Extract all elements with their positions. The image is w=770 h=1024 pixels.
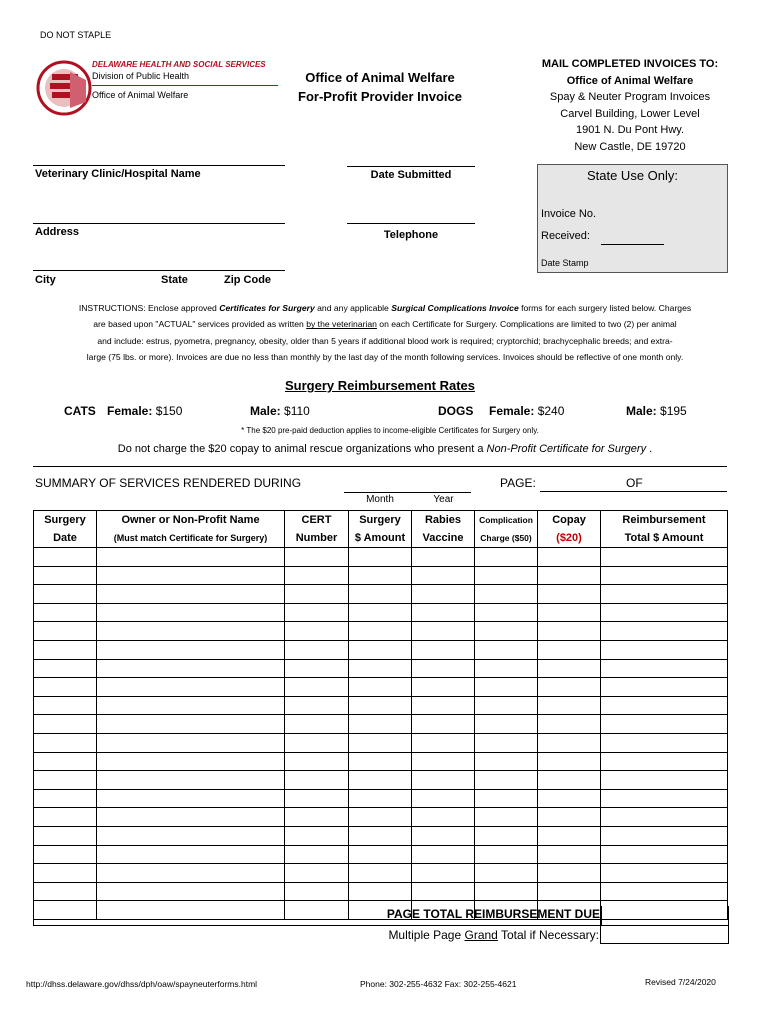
copay-cell[interactable] (538, 640, 601, 659)
surgery-amount-cell[interactable] (349, 845, 412, 864)
dog-male-label: Male: (626, 404, 657, 418)
cert-number-cell[interactable] (285, 715, 349, 734)
reimbursement-total-cell[interactable] (601, 696, 728, 715)
summary-label: SUMMARY OF SERVICES RENDERED DURING (35, 476, 302, 490)
surgery-date-cell[interactable] (34, 715, 97, 734)
reimbursement-total-cell[interactable] (601, 715, 728, 734)
surgery-amount-cell[interactable] (349, 678, 412, 697)
copay-cell[interactable] (538, 696, 601, 715)
complication-charge-cell[interactable] (475, 622, 538, 641)
dog-male-value: $195 (660, 404, 687, 418)
surgery-amount-cell[interactable] (349, 622, 412, 641)
table-row (34, 678, 728, 697)
surgery-amount-cell[interactable] (349, 548, 412, 567)
reimbursement-total-cell[interactable] (601, 789, 728, 808)
surgery-amount-cell[interactable] (349, 585, 412, 604)
reimbursement-total-cell[interactable] (601, 678, 728, 697)
surgery-date-cell[interactable] (34, 603, 97, 622)
rabies-vaccine-cell[interactable] (412, 566, 475, 585)
cat-male-label: Male: (250, 404, 281, 418)
mail-to-building: Carvel Building, Lower Level (560, 107, 700, 120)
state-use-title: State Use Only: (586, 168, 679, 183)
surgery-date-cell[interactable] (34, 789, 97, 808)
rabies-vaccine-cell[interactable] (412, 845, 475, 864)
dog-female-label: Female: (489, 404, 535, 418)
year-label: Year (433, 494, 454, 505)
copay-cell[interactable] (538, 882, 601, 901)
instructions-line2b: on each Certificate for Surgery. Complications are limited to two (2) per animal (376, 319, 677, 330)
owner-name-cell[interactable] (97, 752, 285, 771)
surgery-amount-cell[interactable] (349, 882, 412, 901)
complication-charge-cell[interactable] (475, 603, 538, 622)
owner-name-cell[interactable] (97, 659, 285, 678)
cert-number-cell[interactable] (285, 789, 349, 808)
copay-cell[interactable] (538, 566, 601, 585)
owner-name-cell[interactable] (97, 789, 285, 808)
reimbursement-total-cell[interactable] (601, 826, 728, 845)
footer-phone: Phone: 302-255-4632 Fax: 302-255-4621 (360, 979, 517, 989)
col-header-surgery-date: Surgery Date (34, 511, 97, 548)
reimbursement-total-cell[interactable] (601, 640, 728, 659)
owner-name-cell[interactable] (97, 733, 285, 752)
complication-charge-cell[interactable] (475, 678, 538, 697)
reimbursement-total-cell[interactable] (601, 771, 728, 790)
rabies-vaccine-cell[interactable] (412, 808, 475, 827)
cert-number-cell[interactable] (285, 548, 349, 567)
surgery-amount-cell[interactable] (349, 715, 412, 734)
copay-cell[interactable] (538, 622, 601, 641)
copay-note-b: . (646, 443, 653, 455)
cert-number-cell[interactable] (285, 585, 349, 604)
complication-charge-cell[interactable] (475, 826, 538, 845)
table-row (34, 771, 728, 790)
owner-name-cell[interactable] (97, 566, 285, 585)
rabies-vaccine-cell[interactable] (412, 659, 475, 678)
owner-name-cell[interactable] (97, 771, 285, 790)
instructions-text-3: forms for each surgery listed below. Charges (518, 303, 692, 313)
reimbursement-total-cell[interactable] (601, 566, 728, 585)
date-stamp-label: Date Stamp (541, 258, 589, 268)
complication-charge-cell[interactable] (475, 715, 538, 734)
complication-charge-cell[interactable] (475, 566, 538, 585)
city-state-zip-field[interactable] (33, 246, 285, 269)
surgery-amount-cell[interactable] (349, 603, 412, 622)
page-total-label-cell (33, 906, 602, 926)
cert-number-cell[interactable] (285, 640, 349, 659)
rabies-vaccine-cell[interactable] (412, 826, 475, 845)
table-row (34, 864, 728, 883)
surgery-date-cell[interactable] (34, 585, 97, 604)
dog-female-value: $240 (537, 404, 565, 418)
table-row (34, 752, 728, 771)
table-row (34, 548, 728, 567)
surgery-date-cell[interactable] (34, 752, 97, 771)
state-use-box (537, 164, 728, 273)
mail-to-heading: MAIL COMPLETED INVOICES TO: (541, 58, 719, 70)
address-field[interactable] (33, 198, 285, 222)
copay-note-italic: Non-Profit Certificate for Surgery (486, 443, 647, 455)
instructions (40, 300, 730, 365)
dog-male-rate (626, 404, 687, 418)
cert-number-cell[interactable] (285, 733, 349, 752)
copay-cell[interactable] (538, 659, 601, 678)
table-row (34, 733, 728, 752)
col-header-owner-name: Owner or Non-Profit Name (Must match Certificate for Surgery) (97, 511, 285, 548)
col-header-copay: Copay ($20) (538, 511, 601, 548)
services-table (33, 510, 728, 920)
owner-name-cell[interactable] (97, 826, 285, 845)
reimbursement-total-cell[interactable] (601, 733, 728, 752)
rabies-vaccine-cell[interactable] (412, 789, 475, 808)
cert-number-cell[interactable] (285, 771, 349, 790)
page-total-label: PAGE TOTAL REIMBURSEMENT DUE (386, 907, 600, 921)
surgery-date-cell[interactable] (34, 882, 97, 901)
surgery-date-cell[interactable] (34, 864, 97, 883)
rabies-vaccine-cell[interactable] (412, 678, 475, 697)
reimbursement-total-cell[interactable] (601, 882, 728, 901)
instructions-line4: large (75 lbs. or more). Invoices are due no less than monthly by the last day of the month following services. Invoices should be reflective of one month only. (86, 351, 684, 362)
surgery-amount-cell[interactable] (349, 733, 412, 752)
owner-name-cell[interactable] (97, 715, 285, 734)
date-submitted-label: Date Submitted (370, 169, 452, 181)
dhss-logo (34, 58, 284, 118)
instructions-cert: Certificates for Surgery (219, 303, 315, 313)
surgery-date-cell[interactable] (34, 566, 97, 585)
copay-cell[interactable] (538, 826, 601, 845)
owner-name-cell[interactable] (97, 622, 285, 641)
logo-division: Division of Public Health (92, 71, 190, 81)
footer-url[interactable]: http://dhss.delaware.gov/dhss/dph/oaw/spayneuterforms.html (26, 979, 258, 989)
surgery-date-cell[interactable] (34, 678, 97, 697)
rabies-vaccine-cell[interactable] (412, 622, 475, 641)
cert-number-cell[interactable] (285, 808, 349, 827)
cat-female-label: Female: (107, 404, 153, 418)
reimbursement-total-cell[interactable] (601, 585, 728, 604)
complication-charge-cell[interactable] (475, 585, 538, 604)
copay-cell[interactable] (538, 789, 601, 808)
cert-number-cell[interactable] (285, 752, 349, 771)
cert-number-cell[interactable] (285, 882, 349, 901)
reimbursement-total-cell[interactable] (601, 752, 728, 771)
grand-total-b: Total if Necessary: (497, 928, 599, 942)
owner-name-cell[interactable] (97, 845, 285, 864)
owner-name-cell[interactable] (97, 882, 285, 901)
logo-agency: DELAWARE HEALTH AND SOCIAL SERVICES (92, 60, 266, 69)
owner-name-cell[interactable] (97, 808, 285, 827)
table-row (34, 566, 728, 585)
table-row (34, 826, 728, 845)
copay-cell[interactable] (538, 808, 601, 827)
surgery-date-cell[interactable] (34, 659, 97, 678)
complication-charge-cell[interactable] (475, 752, 538, 771)
city-label: City (35, 274, 56, 286)
owner-name-cell[interactable] (97, 678, 285, 697)
mail-to-office: Office of Animal Welfare (566, 74, 694, 87)
cert-number-cell[interactable] (285, 659, 349, 678)
rabies-vaccine-cell[interactable] (412, 864, 475, 883)
instructions-text-2: and any applicable (314, 303, 392, 313)
telephone-label: Telephone (383, 229, 439, 241)
cats-label: CATS (64, 404, 96, 418)
complication-charge-cell[interactable] (475, 696, 538, 715)
title-line1: Office of Animal Welfare (305, 70, 455, 85)
rabies-vaccine-cell[interactable] (412, 752, 475, 771)
rabies-vaccine-cell[interactable] (412, 771, 475, 790)
surgery-date-cell[interactable] (34, 733, 97, 752)
col-header-reimbursement: Reimbursement Total $ Amount (601, 511, 728, 548)
complication-charge-cell[interactable] (475, 845, 538, 864)
owner-name-cell[interactable] (97, 548, 285, 567)
cert-number-cell[interactable] (285, 826, 349, 845)
surgery-amount-cell[interactable] (349, 826, 412, 845)
reimbursement-total-cell[interactable] (601, 659, 728, 678)
surgery-date-cell[interactable] (34, 622, 97, 641)
grand-total-field[interactable] (600, 925, 729, 944)
complication-charge-cell[interactable] (475, 733, 538, 752)
cert-number-cell[interactable] (285, 678, 349, 697)
rabies-vaccine-cell[interactable] (412, 603, 475, 622)
instructions-line2u: by the veterinarian (306, 319, 377, 330)
instructions-text-1: INSTRUCTIONS: Enclose approved (78, 303, 220, 313)
complication-charge-cell[interactable] (475, 548, 538, 567)
clinic-name-field[interactable] (33, 140, 285, 164)
surgery-date-cell[interactable] (34, 808, 97, 827)
invoice-no-label: Invoice No. (541, 208, 597, 220)
owner-name-cell[interactable] (97, 696, 285, 715)
complication-charge-cell[interactable] (475, 864, 538, 883)
surgery-amount-cell[interactable] (349, 808, 412, 827)
complication-charge-cell[interactable] (475, 659, 538, 678)
rabies-vaccine-cell[interactable] (412, 733, 475, 752)
state-label: State (161, 274, 188, 286)
surgery-amount-cell[interactable] (349, 864, 412, 883)
cert-number-cell[interactable] (285, 864, 349, 883)
telephone-field[interactable] (347, 198, 475, 222)
complication-charge-cell[interactable] (475, 640, 538, 659)
reimbursement-total-cell[interactable] (601, 845, 728, 864)
table-row (34, 696, 728, 715)
instructions-line3: and include: estrus, pyometra, pregnancy, obesity, older than 5 years if additional blood work is required; cryptorchid; brachycephalic breeds; and extra- (97, 335, 673, 346)
dhss-seal-icon (34, 58, 98, 118)
col-header-rabies-vaccine: Rabies Vaccine (412, 511, 475, 548)
table-row (34, 603, 728, 622)
table-row (34, 808, 728, 827)
table-row (34, 845, 728, 864)
page-label: PAGE: (500, 476, 536, 490)
page-count-field[interactable] (645, 474, 725, 490)
cert-number-cell[interactable] (285, 622, 349, 641)
cert-number-cell[interactable] (285, 845, 349, 864)
received-label: Received: (541, 230, 590, 242)
page-total-field[interactable] (600, 906, 729, 926)
surgery-amount-cell[interactable] (349, 789, 412, 808)
col-header-surgery-amount: Surgery $ Amount (349, 511, 412, 548)
copay-cell[interactable] (538, 771, 601, 790)
date-submitted-field[interactable] (347, 140, 475, 165)
owner-name-cell[interactable] (97, 864, 285, 883)
cat-female-value: $150 (155, 404, 183, 418)
copay-note-a: Do not charge the $20 copay to animal rescue organizations who present a (117, 443, 487, 455)
address-label: Address (35, 226, 80, 238)
reimbursement-total-cell[interactable] (601, 603, 728, 622)
grand-total-u: Grand (464, 928, 498, 942)
do-not-staple: DO NOT STAPLE (40, 30, 112, 40)
table-row (34, 622, 728, 641)
cert-number-cell[interactable] (285, 696, 349, 715)
copay-cell[interactable] (538, 715, 601, 734)
table-row (34, 882, 728, 901)
copay-cell[interactable] (538, 733, 601, 752)
owner-name-cell[interactable] (97, 585, 285, 604)
surgery-date-cell[interactable] (34, 845, 97, 864)
mail-to-program: Spay & Neuter Program Invoices (549, 91, 711, 103)
dog-female-rate (489, 404, 564, 418)
rabies-vaccine-cell[interactable] (412, 715, 475, 734)
copay-cell[interactable] (538, 548, 601, 567)
rabies-vaccine-cell[interactable] (412, 585, 475, 604)
reimbursement-total-cell[interactable] (601, 622, 728, 641)
copay-cell[interactable] (538, 603, 601, 622)
surgery-date-cell[interactable] (34, 696, 97, 715)
surgery-date-cell[interactable] (34, 548, 97, 567)
clinic-name-label: Veterinary Clinic/Hospital Name (35, 168, 201, 180)
copay-cell[interactable] (538, 864, 601, 883)
of-label: OF (626, 476, 643, 490)
rabies-vaccine-cell[interactable] (412, 640, 475, 659)
grand-total-label (370, 928, 599, 942)
dogs-label: DOGS (438, 404, 474, 418)
copay-cell[interactable] (538, 585, 601, 604)
copay-cell[interactable] (538, 845, 601, 864)
rates-title: Surgery Reimbursement Rates (284, 378, 475, 393)
cat-male-value: $110 (284, 404, 310, 418)
rabies-vaccine-cell[interactable] (412, 882, 475, 901)
surgery-date-cell[interactable] (34, 826, 97, 845)
surgery-amount-cell[interactable] (349, 771, 412, 790)
table-row (34, 585, 728, 604)
copay-cell[interactable] (538, 752, 601, 771)
cat-female-rate (107, 404, 182, 418)
reimbursement-total-cell[interactable] (601, 864, 728, 883)
title-line2: For-Profit Provider Invoice (298, 89, 462, 104)
instructions-comp: Surgical Complications Invoice (391, 303, 519, 313)
mail-to-street: 1901 N. Du Pont Hwy. (575, 124, 684, 136)
rabies-vaccine-cell[interactable] (412, 696, 475, 715)
surgery-amount-cell[interactable] (349, 696, 412, 715)
rabies-vaccine-cell[interactable] (412, 548, 475, 567)
complication-charge-cell[interactable] (475, 771, 538, 790)
table-row (34, 640, 728, 659)
cat-male-rate (250, 404, 310, 418)
footer-revised: Revised 7/24/2020 (645, 977, 716, 987)
table-row (34, 715, 728, 734)
month-label: Month (366, 494, 394, 505)
surgery-amount-cell[interactable] (349, 752, 412, 771)
cert-number-cell[interactable] (285, 603, 349, 622)
logo-office: Office of Animal Welfare (92, 90, 189, 100)
surgery-amount-cell[interactable] (349, 659, 412, 678)
table-row (34, 659, 728, 678)
surgery-amount-cell[interactable] (349, 566, 412, 585)
complication-charge-cell[interactable] (475, 882, 538, 901)
cert-number-cell[interactable] (285, 566, 349, 585)
col-header-cert-number: CERT Number (285, 511, 349, 548)
prepaid-note: * The $20 pre-paid deduction applies to income-eligible Certificates for Surgery only. (241, 426, 539, 435)
copay-cell[interactable] (538, 678, 601, 697)
summary-period-field[interactable] (344, 474, 471, 491)
mail-to-city: New Castle, DE 19720 (574, 140, 686, 153)
zip-label: Zip Code (224, 274, 272, 286)
surgery-date-cell[interactable] (34, 771, 97, 790)
form-title (280, 68, 480, 106)
surgery-amount-cell[interactable] (349, 640, 412, 659)
table-row (34, 789, 728, 808)
owner-name-cell[interactable] (97, 603, 285, 622)
grand-total-a: Multiple Page (388, 928, 465, 942)
surgery-date-cell[interactable] (34, 640, 97, 659)
reimbursement-total-cell[interactable] (601, 808, 728, 827)
table-header-row (34, 511, 728, 548)
mail-to-block (520, 56, 740, 155)
complication-charge-cell[interactable] (475, 789, 538, 808)
copay-note (60, 443, 710, 455)
page-number-field[interactable] (540, 474, 620, 490)
col-header-complication: Complication Charge ($50) (475, 511, 538, 548)
complication-charge-cell[interactable] (475, 808, 538, 827)
reimbursement-total-cell[interactable] (601, 548, 728, 567)
instructions-line2a: are based upon "ACTUAL" services provided as written (93, 319, 307, 330)
owner-name-cell[interactable] (97, 640, 285, 659)
